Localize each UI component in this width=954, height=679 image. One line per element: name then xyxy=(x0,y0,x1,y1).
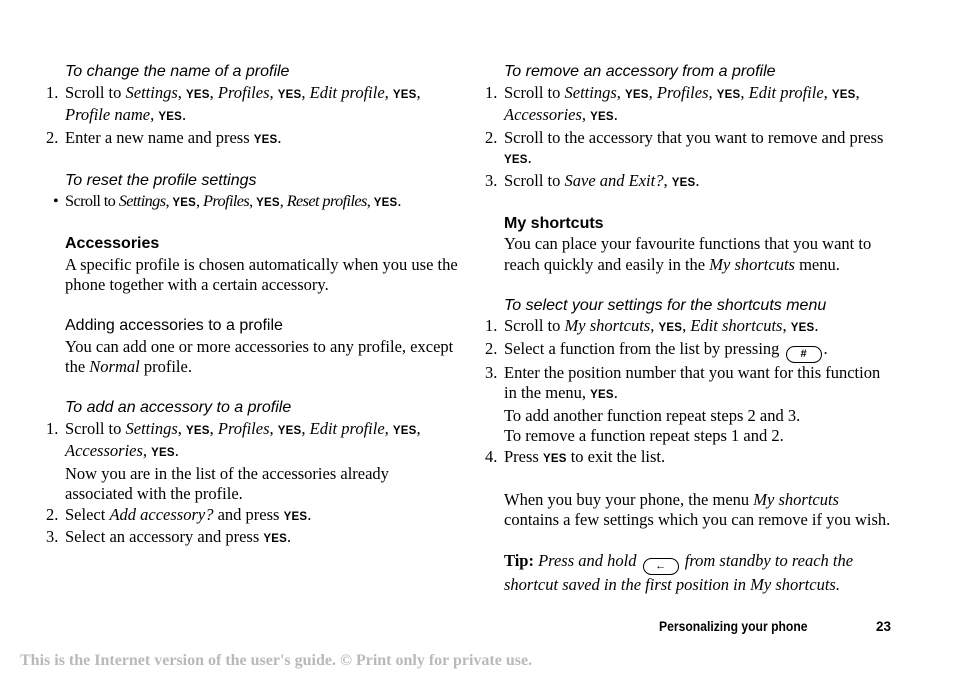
step-number: 3. xyxy=(485,362,498,382)
yes-key: YES xyxy=(542,452,567,465)
step-text: Select an accessory and press xyxy=(65,527,264,546)
menu-term: Normal xyxy=(89,357,140,376)
yes-key: YES xyxy=(590,389,614,401)
menu-term: Profiles xyxy=(217,82,270,102)
step-number: 1. xyxy=(485,316,498,335)
yes-key: YES xyxy=(392,424,417,437)
list-item: 3. Enter the position number that you want for this function in the menu, YES. xyxy=(485,363,895,406)
yes-key: YES xyxy=(392,88,417,101)
change-profile-name-heading: To change the name of a profile xyxy=(65,63,290,80)
step-text: Scroll to xyxy=(504,316,565,335)
list-item: 2. Select Add accessory? and press YES. xyxy=(46,505,458,528)
yes-key: YES xyxy=(671,176,696,189)
menu-term: Save and Exit? xyxy=(564,170,664,190)
menu-term: Settings xyxy=(125,418,178,438)
menu-term: Settings xyxy=(564,82,617,102)
list-item: 2. Scroll to the accessory that you want to remove and press YES. xyxy=(485,128,895,171)
accessories-heading: Accessories xyxy=(65,235,160,252)
menu-term: Settings xyxy=(125,82,178,102)
menu-term: Profiles xyxy=(656,82,709,102)
tip-paragraph xyxy=(485,551,895,596)
reset-profile-heading: To reset the profile settings xyxy=(65,171,257,189)
disclaimer: This is the Internet version of the user's guide. © Print only for private use. xyxy=(20,652,533,669)
right-column xyxy=(485,62,895,596)
bullet: • xyxy=(53,191,59,210)
paragraph-text: profile. xyxy=(139,357,192,376)
accessories-paragraph: A specific profile is chosen automatically when you use the phone together with a certain accessory. xyxy=(65,254,458,294)
list-item: • Scroll to Settings, YES, Profiles, YES, Reset profiles, YES. xyxy=(46,191,458,214)
tip-label: Tip: xyxy=(504,551,534,570)
list-item: 3. Select an accessory and press YES. xyxy=(46,527,458,550)
step-text: Enter the position number that you want for this function in the menu, xyxy=(504,362,881,402)
menu-term: Profile name xyxy=(65,105,151,124)
menu-term: Profiles xyxy=(217,418,270,438)
yes-key: YES xyxy=(186,88,210,101)
menu-term: Edit profile xyxy=(309,418,385,438)
yes-key: YES xyxy=(373,197,398,209)
list-item: 1. Scroll to Settings, YES, Profiles, YES, Edit profile, YES, Accessories, YES. xyxy=(46,419,458,464)
menu-term: Accessories xyxy=(504,105,582,124)
step-text: Scroll to the accessory that you want to remove and press xyxy=(504,127,884,147)
yes-key: YES xyxy=(158,111,182,123)
step-number: 3. xyxy=(46,527,59,546)
add-accessory-heading: To add an accessory to a profile xyxy=(65,399,292,416)
step-text: Enter a new name and press xyxy=(65,127,254,147)
select-note-add: To add another function repeat steps 2 and 3. xyxy=(504,405,801,425)
list-item xyxy=(485,447,895,470)
adding-accessories-heading: Adding accessories to a profile xyxy=(65,317,283,334)
tip-text: Press and hold xyxy=(533,551,641,570)
section-title: Personalizing your phone xyxy=(659,619,808,634)
paragraph-text: You can place your favourite functions that you want to reach quickly and easily in the xyxy=(504,234,872,274)
menu-term: Profiles xyxy=(203,191,250,210)
list-item: 2. Enter a new name and press YES. xyxy=(46,128,458,151)
step-number: 1. xyxy=(46,82,59,102)
yes-key: YES xyxy=(625,88,649,101)
step-text: Press xyxy=(504,446,543,466)
yes-key: YES xyxy=(253,133,278,146)
yes-key: YES xyxy=(172,197,197,209)
adding-accessories-paragraph xyxy=(46,337,458,378)
yes-key: YES xyxy=(277,424,302,437)
step-text: Scroll to xyxy=(504,82,565,102)
step-number: 1. xyxy=(46,418,59,438)
step-number: 2. xyxy=(46,504,59,524)
yes-key: YES xyxy=(283,510,308,523)
step-text: Select xyxy=(65,504,110,524)
yes-key: YES xyxy=(277,88,302,101)
yes-key: YES xyxy=(151,447,175,459)
step-number: 3. xyxy=(485,170,498,190)
step-text: Scroll to xyxy=(65,82,126,102)
select-shortcuts-heading: To select your settings for the shortcuts menu xyxy=(504,296,827,314)
step-text: Scroll to xyxy=(504,170,565,190)
back-key-icon: ← xyxy=(643,558,679,575)
step-number: 1. xyxy=(485,82,498,102)
my-shortcuts-heading: My shortcuts xyxy=(504,214,604,232)
tip-text: from standby to reach the shortcut saved in the first position in My shortcuts. xyxy=(504,551,854,594)
step-number: 2. xyxy=(485,127,498,147)
yes-key: YES xyxy=(263,533,288,545)
list-item: 3. Scroll to Save and Exit?, YES. xyxy=(485,171,895,194)
step-number: 2. xyxy=(485,338,498,358)
menu-term: Edit shortcuts xyxy=(690,316,783,335)
menu-term: Accessories xyxy=(65,441,143,460)
menu-term: My shortcuts xyxy=(753,489,839,509)
add-accessory-note: Now you are in the list of the accessories already associated with the profile. xyxy=(65,463,389,503)
yes-key: YES xyxy=(256,197,280,209)
menu-term: Add accessory? xyxy=(109,504,214,524)
list-item: 2. Select a function from the list by pressing # . xyxy=(485,339,895,363)
menu-term: Edit profile xyxy=(309,82,385,102)
step-text: and press xyxy=(213,504,284,524)
buy-phone-paragraph xyxy=(485,490,895,531)
step-text: Scroll to xyxy=(65,418,126,438)
yes-key: YES xyxy=(658,322,683,334)
yes-key: YES xyxy=(790,322,815,334)
step-text: Select a function from the list by pressing xyxy=(504,338,784,358)
step-number: 2. xyxy=(46,127,59,147)
left-column xyxy=(46,62,458,550)
step-number: 4. xyxy=(485,446,498,466)
hash-key-icon: # xyxy=(786,346,822,363)
yes-key: YES xyxy=(504,154,528,166)
menu-term: Edit profile xyxy=(748,82,824,102)
yes-key: YES xyxy=(716,88,741,101)
my-shortcuts-paragraph xyxy=(485,234,895,275)
page-number: 23 xyxy=(876,619,892,634)
menu-term: Reset profiles xyxy=(286,191,367,210)
yes-key: YES xyxy=(186,424,210,437)
select-note-remove: To remove a function repeat steps 1 and 2. xyxy=(504,426,784,445)
paragraph-text: menu. xyxy=(794,254,840,274)
yes-key: YES xyxy=(590,111,614,123)
paragraph-text: When you buy your phone, the menu xyxy=(504,489,754,509)
menu-term: Settings xyxy=(118,191,166,210)
paragraph-text: You can add one or more accessories to any profile, except the xyxy=(65,336,454,376)
step-text: to exit the list. xyxy=(566,446,666,466)
list-item: 1. Scroll to My shortcuts, YES, Edit shortcuts, YES. xyxy=(485,316,895,339)
menu-term: My shortcuts xyxy=(564,316,651,335)
list-item: 1. Scroll to Settings, YES, Profiles, YES, Edit profile, YES, Accessories, YES. xyxy=(485,83,895,128)
menu-term: My shortcuts xyxy=(709,254,795,274)
paragraph-text: contains a few settings which you can remove if you wish. xyxy=(504,510,891,529)
list-item: 1. Scroll to Settings, YES, Profiles, YES, Edit profile, YES, Profile name, YES. xyxy=(46,83,458,128)
step-text: Scroll to xyxy=(65,191,119,210)
yes-key: YES xyxy=(831,88,856,101)
remove-accessory-heading: To remove an accessory from a profile xyxy=(504,63,776,80)
